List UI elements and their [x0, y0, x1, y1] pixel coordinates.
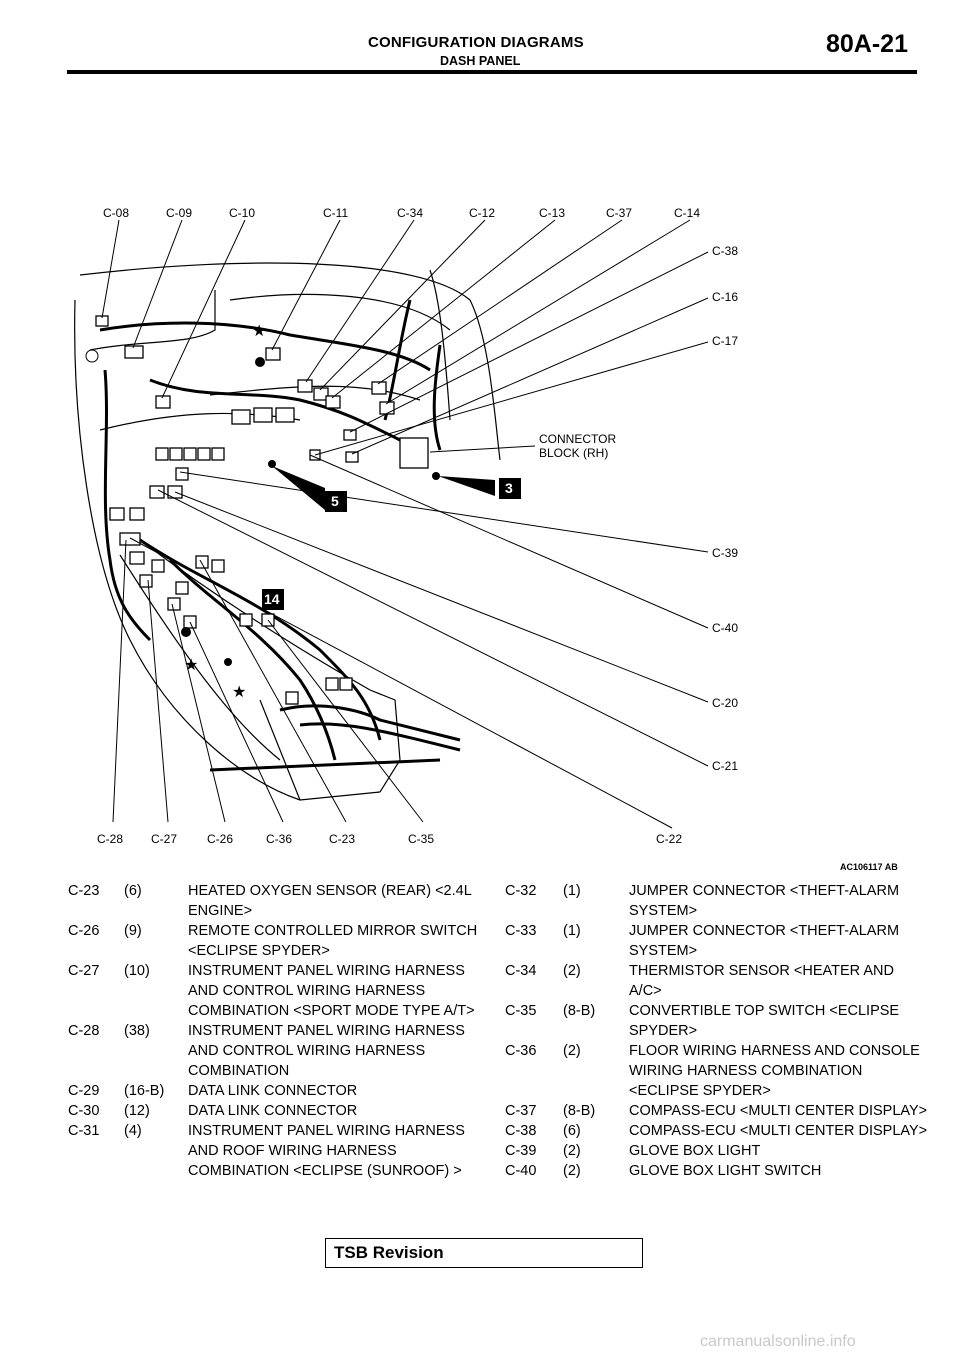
bottom-label: C-26 — [207, 832, 234, 846]
list-item — [505, 1041, 929, 1101]
connector-description: DATA LINK CONNECTOR — [188, 1103, 358, 1119]
list-item — [505, 921, 929, 961]
connector-code: C-36 — [505, 1043, 537, 1059]
right-label: C-16 — [712, 290, 739, 304]
connector-description: THERMISTOR SENSOR <HEATER AND A/C> — [629, 963, 894, 999]
wiring-harness — [100, 300, 460, 770]
connector-code: C-23 — [68, 883, 100, 899]
connector-code: C-26 — [68, 923, 100, 939]
connector-description: DATA LINK CONNECTOR — [188, 1083, 358, 1099]
pin-count: (4) — [124, 1123, 142, 1139]
bottom-label: C-27 — [151, 832, 178, 846]
section-title: CONFIGURATION DIAGRAMS — [368, 34, 584, 51]
bottom-label: C-36 — [266, 832, 293, 846]
list-item — [505, 1161, 929, 1181]
list-item — [68, 921, 478, 961]
pin-count: (12) — [124, 1103, 150, 1119]
connector-description: JUMPER CONNECTOR <THEFT-ALARM SYSTEM> — [629, 883, 900, 919]
figure-id: AC106117 AB — [840, 862, 898, 872]
top-label: C-14 — [674, 206, 701, 220]
top-label: C-12 — [469, 206, 496, 220]
connector-description: COMPASS-ECU <MULTI CENTER DISPLAY> — [629, 1123, 928, 1139]
connector-block-label: CONNECTOR — [539, 432, 617, 446]
connector-code: C-27 — [68, 963, 100, 979]
pin-count: (16-B) — [124, 1083, 165, 1099]
connector-description: INSTRUMENT PANEL WIRING HARNESS AND CONTROL WIRING HARNESS COMBINATION — [188, 1023, 465, 1079]
callout-number: 14 — [264, 591, 280, 607]
top-label: C-37 — [606, 206, 633, 220]
connector-description: FLOOR WIRING HARNESS AND CONSOLE WIRING HARNESS COMBINATION <ECLIPSE SPYDER> — [629, 1043, 920, 1099]
svg-text:★: ★ — [252, 321, 267, 340]
connector-description: GLOVE BOX LIGHT SWITCH — [629, 1163, 822, 1179]
bottom-label: C-22 — [656, 832, 683, 846]
list-item — [505, 1121, 929, 1141]
top-label: C-09 — [166, 206, 193, 220]
connector-code: C-35 — [505, 1003, 537, 1019]
connector-description: HEATED OXYGEN SENSOR (REAR) <2.4L ENGINE> — [188, 883, 472, 919]
top-label: C-34 — [397, 206, 424, 220]
connector-code: C-37 — [505, 1103, 537, 1119]
svg-text:★: ★ — [184, 655, 199, 674]
pin-count: (38) — [124, 1023, 150, 1039]
connector-block-label: BLOCK (RH) — [539, 446, 609, 460]
connector-description: CONVERTIBLE TOP SWITCH <ECLIPSE SPYDER> — [629, 1003, 900, 1039]
callout-arrows — [262, 466, 521, 610]
bottom-label: C-28 — [97, 832, 124, 846]
pin-count: (9) — [124, 923, 142, 939]
connector-code: C-34 — [505, 963, 537, 979]
right-label: C-39 — [712, 546, 739, 560]
list-item — [505, 1001, 929, 1041]
list-item — [505, 961, 929, 1001]
right-label: C-21 — [712, 759, 739, 773]
pin-count: (8-B) — [563, 1103, 596, 1119]
connector-code: C-32 — [505, 883, 537, 899]
pin-count: (1) — [563, 923, 581, 939]
pin-count: (6) — [124, 883, 142, 899]
callout-number: 5 — [331, 493, 339, 509]
connector-code: C-29 — [68, 1083, 100, 1099]
list-item — [68, 961, 478, 1021]
list-item — [505, 881, 929, 921]
watermark: carmanualsonline.info — [700, 1333, 856, 1350]
page-number: 80A-21 — [826, 30, 908, 58]
top-label: C-08 — [103, 206, 130, 220]
list-item — [68, 1121, 478, 1181]
top-label: C-11 — [323, 206, 349, 220]
list-item — [68, 1101, 478, 1121]
connector-description: INSTRUMENT PANEL WIRING HARNESS AND CONTROL WIRING HARNESS COMBINATION <SPORT MODE TYPE A/T> — [188, 963, 475, 1019]
connector-code: C-30 — [68, 1103, 100, 1119]
connector-list-right — [505, 881, 929, 1181]
pin-count: (2) — [563, 963, 581, 979]
pin-count: (1) — [563, 883, 581, 899]
list-item — [505, 1141, 929, 1161]
pin-count: (10) — [124, 963, 150, 979]
right-label: C-38 — [712, 244, 739, 258]
pin-count: (2) — [563, 1043, 581, 1059]
connector-description: JUMPER CONNECTOR <THEFT-ALARM SYSTEM> — [629, 923, 900, 959]
list-item — [68, 1081, 478, 1101]
connector-code: C-31 — [68, 1123, 100, 1139]
pin-count: (6) — [563, 1123, 581, 1139]
pin-count: (2) — [563, 1143, 581, 1159]
tsb-revision-label: TSB Revision — [334, 1243, 444, 1262]
connector-code: C-40 — [505, 1163, 537, 1179]
top-label: C-10 — [229, 206, 256, 220]
connector-code: C-33 — [505, 923, 537, 939]
dash-outline — [75, 263, 500, 800]
right-label: C-40 — [712, 621, 739, 635]
bottom-label: C-23 — [329, 832, 356, 846]
svg-text:★: ★ — [232, 682, 247, 701]
section-subtitle: DASH PANEL — [440, 54, 521, 68]
list-item — [68, 881, 478, 921]
right-label: C-17 — [712, 334, 739, 348]
connector-description: REMOTE CONTROLLED MIRROR SWITCH <ECLIPSE SPYDER> — [188, 923, 478, 959]
connector-list-left — [68, 881, 478, 1181]
top-label: C-13 — [539, 206, 566, 220]
pin-count: (2) — [563, 1163, 581, 1179]
list-item — [505, 1101, 929, 1121]
connector-description: INSTRUMENT PANEL WIRING HARNESS AND ROOF WIRING HARNESS COMBINATION <ECLIPSE (SUNROOF) > — [188, 1123, 465, 1179]
connectors — [96, 316, 428, 704]
connector-description: COMPASS-ECU <MULTI CENTER DISPLAY> — [629, 1103, 928, 1119]
pin-count: (8-B) — [563, 1003, 596, 1019]
bottom-label: C-35 — [408, 832, 435, 846]
connector-code: C-38 — [505, 1123, 537, 1139]
right-label: C-20 — [712, 696, 739, 710]
connector-description: GLOVE BOX LIGHT — [629, 1143, 761, 1159]
callout-number: 3 — [505, 480, 513, 496]
connector-code: C-28 — [68, 1023, 100, 1039]
tsb-revision-box — [325, 1238, 643, 1268]
connector-code: C-39 — [505, 1143, 537, 1159]
list-item — [68, 1021, 478, 1081]
